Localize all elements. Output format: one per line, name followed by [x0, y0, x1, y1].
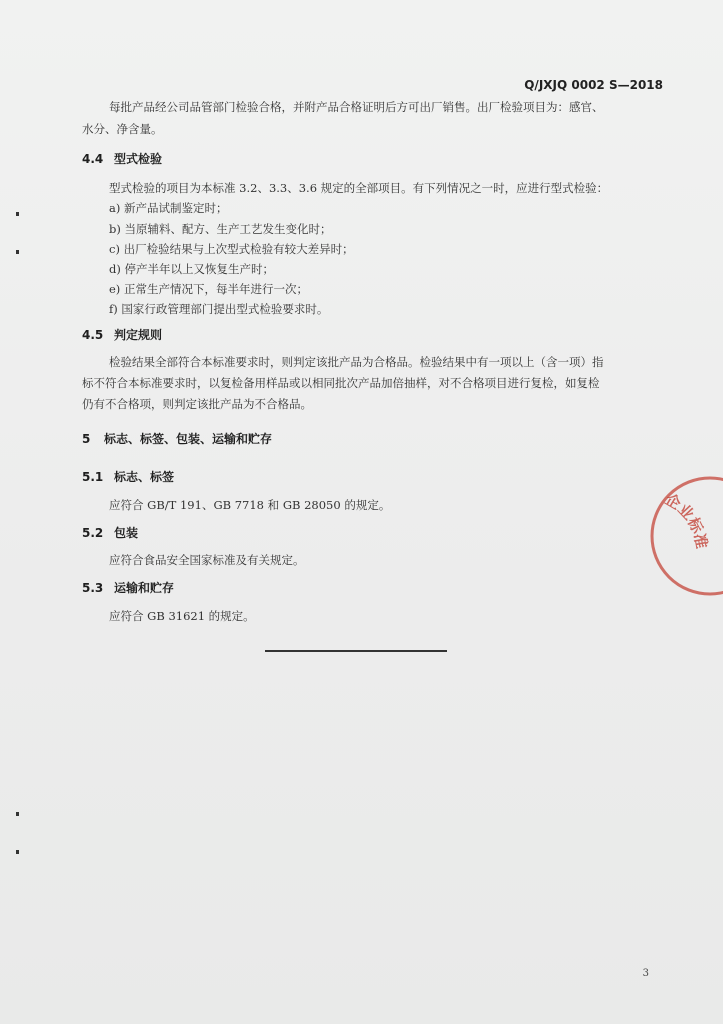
- section-title: 运输和贮存: [114, 581, 175, 595]
- section-title: 标志、标签、包装、运输和贮存: [104, 432, 273, 446]
- section-5-2-heading: [82, 524, 138, 541]
- section-number: 5.1: [82, 470, 104, 484]
- section-4-5-line-3: 仍有不合格项，则判定该批产品为不合格品。: [82, 397, 312, 411]
- section-number: 5.3: [82, 581, 104, 595]
- section-5-1-text: 应符合 GB/T 191、GB 7718 和 GB 28050 的规定。: [109, 498, 391, 512]
- section-4-5-line-2: 标不符合本标准要求时，以复检备用样品或以相同批次产品加倍抽样，对不合格项目进行复检，如复检: [82, 376, 600, 390]
- end-rule: [265, 650, 447, 652]
- intro-line-1: 每批产品经公司品管部门检验合格，并附产品合格证明后方可出厂销售。出厂检验项目为：感官、: [109, 100, 604, 114]
- list-item: f) 国家行政管理部门提出型式检验要求时。: [109, 302, 329, 316]
- section-5-3-text: 应符合 GB 31621 的规定。: [109, 609, 255, 623]
- section-number: 4.4: [82, 152, 104, 166]
- section-title: 判定规则: [114, 328, 163, 342]
- section-title: 标志、标签: [114, 470, 175, 484]
- list-item: d) 停产半年以上又恢复生产时；: [109, 262, 275, 276]
- section-title: 包装: [114, 526, 139, 540]
- section-5-heading: [82, 430, 272, 447]
- svg-text:企业标准: [662, 490, 711, 550]
- section-5-3-heading: [82, 579, 174, 596]
- list-item: c) 出厂检验结果与上次型式检验有较大差异时；: [109, 242, 354, 256]
- document-code: Q/JXJQ 0002 S—2018: [524, 78, 663, 92]
- section-number: 5.2: [82, 526, 104, 540]
- binding-mark: [16, 250, 19, 254]
- list-item: a) 新产品试制鉴定时；: [109, 201, 228, 215]
- binding-mark: [16, 212, 19, 216]
- section-number: 4.5: [82, 328, 104, 342]
- section-4-5-heading: [82, 326, 162, 343]
- list-item: e) 正常生产情况下，每半年进行一次；: [109, 282, 308, 296]
- section-5-2-text: 应符合食品安全国家标准及有关规定。: [109, 553, 305, 567]
- section-title: 型式检验: [114, 152, 163, 166]
- section-5-1-heading: [82, 468, 174, 485]
- section-4-4-text: 型式检验的项目为本标准 3.2、3.3、3.6 规定的全部项目。有下列情况之一时，应进行型式检验：: [109, 181, 609, 195]
- section-4-4-heading: [82, 150, 162, 167]
- section-number: 5: [82, 432, 91, 446]
- intro-line-2: 水分、净含量。: [82, 122, 163, 136]
- section-4-5-line-1: 检验结果全部符合本标准要求时，则判定该批产品为合格品。检验结果中有一项以上（含一项）指: [109, 355, 604, 369]
- list-item: b) 当原辅料、配方、生产工艺发生变化时；: [109, 222, 332, 236]
- seal-stamp-icon: [640, 470, 723, 610]
- page-number: 3: [642, 968, 649, 979]
- seal-text: 企业标准: [662, 490, 711, 551]
- binding-mark: [16, 850, 19, 854]
- binding-mark: [16, 812, 19, 816]
